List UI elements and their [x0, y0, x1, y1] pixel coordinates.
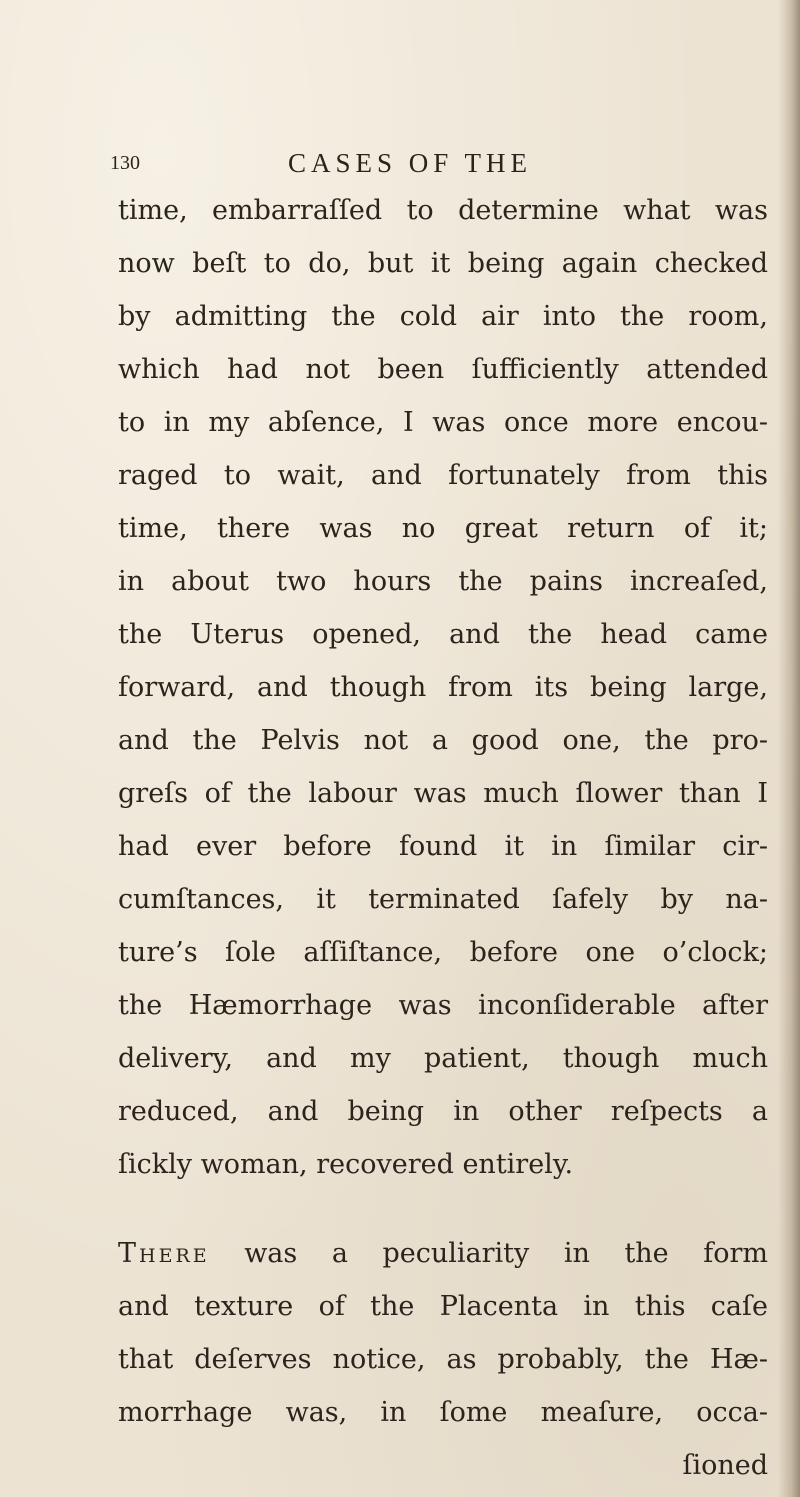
text-line: and texture of the Placenta in this caſe: [118, 1291, 768, 1322]
page-header: [110, 148, 770, 182]
text-line: ture’s ſole aſſiſtance, before one o’clock;: [118, 937, 768, 968]
paragraph-2: [118, 1227, 768, 1492]
text-line: the Hæmorrhage was inconſiderable after: [118, 990, 768, 1021]
text-line: time, embarraſſed to determine what was: [118, 195, 768, 226]
page-edge-shadow: [778, 0, 800, 1497]
text-line: and the Pelvis not a good one, the pro-: [118, 725, 768, 756]
text-line: which had not been ſufficiently attended: [118, 354, 768, 385]
text-line: cumſtances, it terminated ſafely by na-: [118, 884, 768, 915]
text-line: ſickly woman, recovered entirely.: [118, 1149, 574, 1180]
paragraph-initial-word: There: [118, 1238, 210, 1269]
text-line: forward, and though from its being large,: [118, 672, 768, 703]
text-line: [118, 1227, 768, 1280]
catchword: ſioned: [682, 1450, 768, 1481]
text-line: in about two hours the pains increaſed,: [118, 566, 768, 597]
text-line: morrhage was, in ſome meaſure, occa-: [118, 1397, 768, 1428]
page-number: 130: [110, 152, 140, 174]
text-line: that deſerves notice, as probably, the Hæ-: [118, 1344, 768, 1375]
text-line: greſs of the labour was much ſlower than I: [118, 778, 768, 809]
text-line: reduced, and being in other reſpects a: [118, 1096, 768, 1127]
text-line: delivery, and my patient, though much: [118, 1043, 768, 1074]
body-text: [118, 184, 768, 1492]
text-line: had ever before found it in ſimilar cir-: [118, 831, 768, 862]
text-line: raged to wait, and fortunately from this: [118, 460, 768, 491]
text-line: the Uterus opened, and the head came: [118, 619, 768, 650]
text-line: by admitting the cold air into the room,: [118, 301, 768, 332]
paragraph-1: [118, 184, 768, 1191]
text-line: now beſt to do, but it being again checked: [118, 248, 768, 279]
text-line-rest: was a peculiarity in the form: [209, 1238, 768, 1269]
text-line: time, there was no great return of it;: [118, 513, 768, 544]
text-line: to in my abſence, I was once more encou-: [118, 407, 768, 438]
paragraph-gap: [118, 1191, 768, 1227]
running-head: CASES OF THE: [288, 148, 533, 178]
